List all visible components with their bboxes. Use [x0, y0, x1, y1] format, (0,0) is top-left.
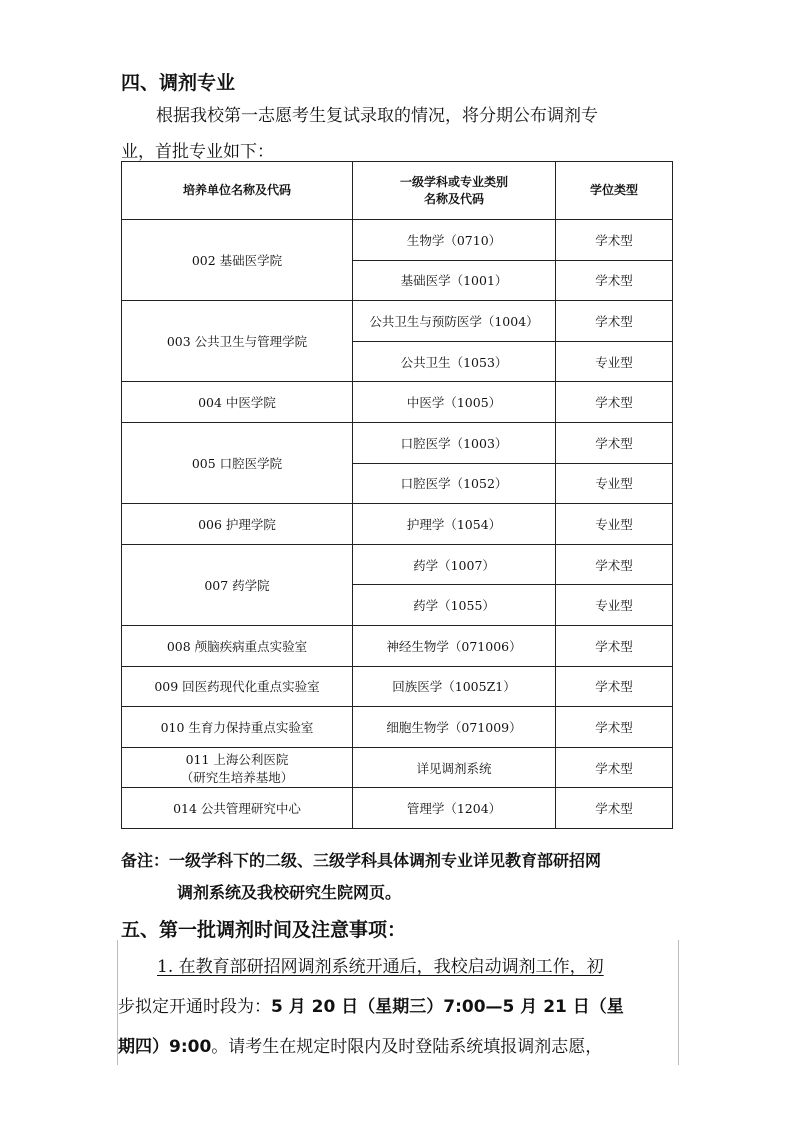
subject-cell: 公共卫生（1053）: [353, 341, 556, 382]
para1-line-1: [157, 952, 604, 977]
table-row: [122, 544, 673, 585]
subject-cell: 口腔医学（1003）: [353, 422, 556, 463]
unit-name: 007 药学院: [204, 577, 270, 593]
para1-line-3-dates: 期四）9:00: [118, 1037, 212, 1057]
unit-cell: [122, 382, 353, 423]
section5-title: 五、第一批调剂时间及注意事项：: [121, 919, 407, 941]
note-line-1: 备注：一级学科下的二级、三级学科具体调剂专业详见教育部研招网: [121, 851, 602, 870]
section4-title: 四、调剂专业: [121, 72, 236, 94]
unit-name: 009 回医药现代化重点实验室: [154, 679, 320, 695]
unit-cell: [122, 301, 353, 382]
unit-name: 002 基础医学院: [191, 253, 283, 269]
subject-cell: 回族医学（1005Z1）: [353, 666, 556, 707]
unit-cell: [122, 422, 353, 503]
para1-line-2: [118, 992, 624, 1017]
unit-name: 006 护理学院: [198, 516, 276, 532]
table-row: [122, 625, 673, 666]
unit-cell: [122, 625, 353, 666]
unit-cell: [122, 666, 353, 707]
degree-type-cell: 学术型: [556, 220, 673, 261]
subject-cell: 基础医学（1001）: [353, 260, 556, 301]
degree-type-cell: 学术型: [556, 788, 673, 829]
subject-cell: 细胞生物学（071009）: [353, 707, 556, 748]
subject-cell: 护理学（1054）: [353, 504, 556, 545]
header-subject-line-1: 一级学科或专业类别: [399, 174, 508, 189]
degree-type-cell: 学术型: [556, 382, 673, 423]
degree-type-cell: 学术型: [556, 625, 673, 666]
unit-name: 011 上海公利医院: [185, 751, 289, 767]
unit-name: 010 生育力保持重点实验室: [160, 719, 314, 735]
subject-cell: 中医学（1005）: [353, 382, 556, 423]
header-degree-type: 学位类型: [556, 162, 673, 220]
unit-name: （研究生培养基地）: [180, 769, 294, 785]
header-unit: 培养单位名称及代码: [122, 162, 353, 220]
degree-type-cell: 学术型: [556, 666, 673, 707]
table-header-row: [122, 162, 673, 220]
table-row: [122, 220, 673, 261]
para1-line-1-text: 1. 在教育部研招网调剂系统开通后，我校启动调剂工作，初: [157, 957, 604, 977]
unit-cell: [122, 747, 353, 788]
subject-cell: 详见调剂系统: [353, 747, 556, 788]
header-subject: [353, 162, 556, 220]
unit-name: 004 中医学院: [198, 395, 276, 411]
para1-line-3-text: 。请考生在规定时限内及时登陆系统填报调剂志愿，: [211, 1037, 603, 1057]
note-line-2: 调剂系统及我校研究生院网页。: [177, 883, 402, 902]
unit-cell: [122, 504, 353, 545]
degree-type-cell: 学术型: [556, 301, 673, 342]
subject-cell: 药学（1007）: [353, 544, 556, 585]
intro-line-2: 业，首批专业如下：: [121, 142, 274, 162]
degree-type-cell: 专业型: [556, 585, 673, 626]
table-row: [122, 422, 673, 463]
unit-name: 014 公共管理研究中心: [173, 801, 301, 817]
unit-name: 005 口腔医学院: [191, 456, 283, 472]
unit-cell: [122, 707, 353, 748]
intro-line-1: 根据我校第一志愿考生复试录取的情况，将分期公布调剂专: [156, 106, 598, 126]
unit-name: 008 颅脑疾病重点实验室: [166, 638, 308, 654]
degree-type-cell: 专业型: [556, 341, 673, 382]
para1-line-2-lead: 步拟定开通时段为：: [118, 997, 271, 1017]
degree-type-cell: 学术型: [556, 422, 673, 463]
table-row: [122, 504, 673, 545]
degree-type-cell: 专业型: [556, 504, 673, 545]
table-row: [122, 788, 673, 829]
specialty-table: [121, 161, 673, 829]
subject-cell: 口腔医学（1052）: [353, 463, 556, 504]
unit-cell: [122, 220, 353, 301]
para1-line-3: [118, 1032, 602, 1057]
table-row: [122, 707, 673, 748]
unit-cell: [122, 544, 353, 625]
subject-cell: 管理学（1204）: [353, 788, 556, 829]
degree-type-cell: 学术型: [556, 260, 673, 301]
degree-type-cell: 专业型: [556, 463, 673, 504]
table-row: [122, 301, 673, 342]
subject-cell: 生物学（0710）: [353, 220, 556, 261]
header-subject-line-2: 名称及代码: [423, 191, 484, 206]
subject-cell: 神经生物学（071006）: [353, 625, 556, 666]
table-row: [122, 666, 673, 707]
subject-cell: 药学（1055）: [353, 585, 556, 626]
table-row: [122, 382, 673, 423]
degree-type-cell: 学术型: [556, 747, 673, 788]
degree-type-cell: 学术型: [556, 544, 673, 585]
degree-type-cell: 学术型: [556, 707, 673, 748]
subject-cell: 公共卫生与预防医学（1004）: [353, 301, 556, 342]
table-row: [122, 747, 673, 788]
para1-line-2-dates: 5 月 20 日（星期三）7:00—5 月 21 日（星: [271, 997, 624, 1017]
unit-name: 003 公共卫生与管理学院: [166, 334, 308, 350]
unit-cell: [122, 788, 353, 829]
